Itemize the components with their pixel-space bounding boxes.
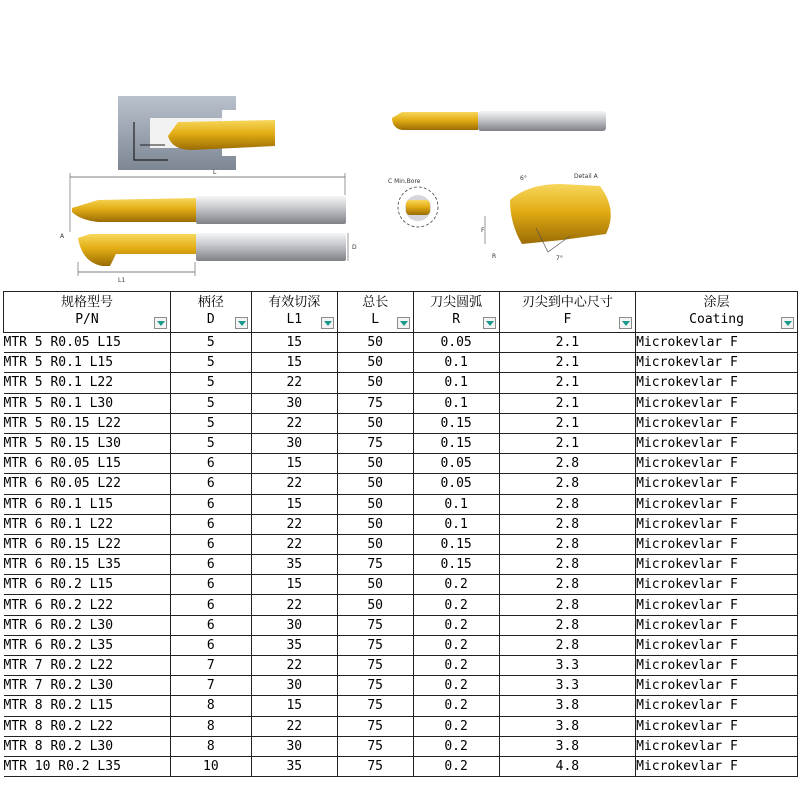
cell-pn: MTR 6 R0.2 L30 — [4, 615, 171, 635]
cell-l1: 30 — [251, 615, 337, 635]
filter-dropdown-icon[interactable] — [619, 317, 632, 329]
spec-table — [3, 291, 798, 777]
cell-f: 2.1 — [499, 413, 636, 433]
cell-r: 0.1 — [413, 514, 499, 534]
table-row — [4, 514, 798, 534]
cell-l: 50 — [337, 514, 413, 534]
cell-l1: 15 — [251, 575, 337, 595]
cell-d: 5 — [170, 353, 251, 373]
cell-r: 0.1 — [413, 393, 499, 413]
cell-pn: MTR 6 R0.2 L15 — [4, 575, 171, 595]
spec-table-header — [4, 292, 798, 333]
cell-l: 75 — [337, 756, 413, 776]
cell-d: 8 — [170, 696, 251, 716]
cell-l: 75 — [337, 433, 413, 453]
cell-f: 2.1 — [499, 433, 636, 453]
cell-coating: Microkevlar F — [636, 696, 798, 716]
cell-coating: Microkevlar F — [636, 756, 798, 776]
filter-dropdown-icon[interactable] — [321, 317, 334, 329]
table-row — [4, 373, 798, 393]
radius-label: R — [492, 253, 497, 260]
cell-r: 0.15 — [413, 534, 499, 554]
cell-r: 0.15 — [413, 555, 499, 575]
cell-f: 2.1 — [499, 353, 636, 373]
cell-coating: Microkevlar F — [636, 635, 798, 655]
detail-a-view — [481, 173, 611, 262]
cell-l1: 22 — [251, 474, 337, 494]
cell-d: 7 — [170, 656, 251, 676]
cell-coating: Microkevlar F — [636, 555, 798, 575]
cell-coating: Microkevlar F — [636, 494, 798, 514]
cell-f: 2.8 — [499, 575, 636, 595]
cell-pn: MTR 5 R0.1 L30 — [4, 393, 171, 413]
table-row — [4, 615, 798, 635]
cell-r: 0.2 — [413, 656, 499, 676]
cell-f: 2.8 — [499, 474, 636, 494]
cell-pn: MTR 6 R0.1 L15 — [4, 494, 171, 514]
cell-f: 2.8 — [499, 635, 636, 655]
cell-l: 50 — [337, 413, 413, 433]
table-row — [4, 433, 798, 453]
cell-l: 50 — [337, 575, 413, 595]
cell-d: 10 — [170, 756, 251, 776]
table-row — [4, 393, 798, 413]
cell-pn: MTR 5 R0.1 L22 — [4, 373, 171, 393]
cell-l: 50 — [337, 494, 413, 514]
filter-dropdown-icon[interactable] — [397, 317, 410, 329]
filter-dropdown-icon[interactable] — [781, 317, 794, 329]
cell-coating: Microkevlar F — [636, 656, 798, 676]
cell-d: 6 — [170, 575, 251, 595]
cell-l: 75 — [337, 393, 413, 413]
cell-coating: Microkevlar F — [636, 353, 798, 373]
table-row — [4, 494, 798, 514]
cell-l: 75 — [337, 696, 413, 716]
cell-coating: Microkevlar F — [636, 373, 798, 393]
cell-f: 3.3 — [499, 676, 636, 696]
cell-l: 75 — [337, 555, 413, 575]
cell-pn: MTR 5 R0.1 L15 — [4, 353, 171, 373]
cell-l: 50 — [337, 474, 413, 494]
table-row — [4, 736, 798, 756]
cell-r: 0.2 — [413, 716, 499, 736]
cell-pn: MTR 6 R0.1 L22 — [4, 514, 171, 534]
cell-coating: Microkevlar F — [636, 676, 798, 696]
cell-r: 0.05 — [413, 454, 499, 474]
cell-d: 6 — [170, 534, 251, 554]
table-row — [4, 454, 798, 474]
filter-dropdown-icon[interactable] — [154, 317, 167, 329]
dim-length-label: L — [213, 169, 217, 176]
cell-coating: Microkevlar F — [636, 534, 798, 554]
cell-l: 50 — [337, 534, 413, 554]
cell-coating: Microkevlar F — [636, 716, 798, 736]
cell-d: 8 — [170, 716, 251, 736]
cell-coating: Microkevlar F — [636, 736, 798, 756]
cell-r: 0.05 — [413, 474, 499, 494]
cell-l1: 22 — [251, 373, 337, 393]
cell-r: 0.15 — [413, 433, 499, 453]
dim-diameter-label: D — [352, 244, 357, 251]
cell-r: 0.1 — [413, 353, 499, 373]
cell-f: 3.8 — [499, 736, 636, 756]
cell-l: 50 — [337, 373, 413, 393]
cell-d: 5 — [170, 413, 251, 433]
cell-r: 0.1 — [413, 373, 499, 393]
header-coating: 涂层 Coating — [636, 292, 798, 333]
cell-l: 50 — [337, 595, 413, 615]
workpiece-section-illustration — [118, 96, 275, 170]
cell-f: 2.8 — [499, 534, 636, 554]
cell-pn: MTR 8 R0.2 L15 — [4, 696, 171, 716]
filter-dropdown-icon[interactable] — [235, 317, 248, 329]
cell-l: 75 — [337, 615, 413, 635]
cell-coating: Microkevlar F — [636, 393, 798, 413]
cell-l: 75 — [337, 635, 413, 655]
cell-l1: 15 — [251, 696, 337, 716]
cell-coating: Microkevlar F — [636, 514, 798, 534]
cell-f: 2.8 — [499, 555, 636, 575]
cell-d: 6 — [170, 615, 251, 635]
cell-d: 6 — [170, 494, 251, 514]
table-row — [4, 756, 798, 776]
cell-f: 2.8 — [499, 454, 636, 474]
cell-pn: MTR 6 R0.15 L35 — [4, 555, 171, 575]
table-row — [4, 696, 798, 716]
cell-r: 0.2 — [413, 575, 499, 595]
cell-l1: 15 — [251, 494, 337, 514]
cell-d: 5 — [170, 333, 251, 353]
cell-d: 5 — [170, 373, 251, 393]
cell-d: 5 — [170, 393, 251, 413]
cell-l: 75 — [337, 736, 413, 756]
cell-pn: MTR 6 R0.2 L35 — [4, 635, 171, 655]
cell-l: 75 — [337, 716, 413, 736]
cell-f: 3.8 — [499, 696, 636, 716]
cell-f: 2.1 — [499, 393, 636, 413]
cell-l1: 22 — [251, 656, 337, 676]
cell-r: 0.2 — [413, 595, 499, 615]
cell-pn: MTR 7 R0.2 L30 — [4, 676, 171, 696]
cell-l1: 30 — [251, 736, 337, 756]
min-bore-end-view — [388, 178, 438, 227]
cell-l1: 35 — [251, 555, 337, 575]
detail-marker-label: A — [60, 233, 65, 240]
cell-r: 0.2 — [413, 635, 499, 655]
cell-r: 0.2 — [413, 756, 499, 776]
header-d: 柄径 D — [170, 292, 251, 333]
cell-f: 2.8 — [499, 494, 636, 514]
cell-l: 50 — [337, 454, 413, 474]
cell-d: 6 — [170, 474, 251, 494]
cell-l: 50 — [337, 353, 413, 373]
spec-table-body — [4, 333, 798, 777]
cell-l1: 15 — [251, 454, 337, 474]
tool-isometric-illustration — [392, 111, 606, 131]
angle-bottom-label: 7° — [556, 255, 563, 262]
cell-pn: MTR 10 R0.2 L35 — [4, 756, 171, 776]
cell-d: 6 — [170, 595, 251, 615]
tool-front-view-illustration — [60, 233, 357, 284]
cell-r: 0.2 — [413, 736, 499, 756]
header-r: 刀尖圆弧 R — [413, 292, 499, 333]
header-f: 刃尖到中心尺寸 F — [499, 292, 636, 333]
cell-l1: 35 — [251, 756, 337, 776]
cell-coating: Microkevlar F — [636, 474, 798, 494]
cell-r: 0.15 — [413, 413, 499, 433]
cell-l1: 22 — [251, 595, 337, 615]
tool-side-view-illustration — [70, 169, 346, 232]
table-row — [4, 656, 798, 676]
cell-f: 4.8 — [499, 756, 636, 776]
cell-pn: MTR 6 R0.05 L15 — [4, 454, 171, 474]
cell-coating: Microkevlar F — [636, 454, 798, 474]
cell-r: 0.1 — [413, 494, 499, 514]
table-row — [4, 676, 798, 696]
cell-pn: MTR 5 R0.15 L30 — [4, 433, 171, 453]
header-l: 总长 L — [337, 292, 413, 333]
cell-l1: 22 — [251, 534, 337, 554]
table-row — [4, 474, 798, 494]
cell-l: 50 — [337, 333, 413, 353]
cell-l: 75 — [337, 656, 413, 676]
header-pn: 规格型号 P/N — [4, 292, 171, 333]
cell-l: 75 — [337, 676, 413, 696]
cell-pn: MTR 6 R0.15 L22 — [4, 534, 171, 554]
dim-l1-label: L1 — [118, 277, 126, 284]
cell-l1: 35 — [251, 635, 337, 655]
cell-f: 2.8 — [499, 615, 636, 635]
table-row — [4, 534, 798, 554]
cell-f: 3.8 — [499, 716, 636, 736]
table-row — [4, 413, 798, 433]
cell-r: 0.2 — [413, 696, 499, 716]
cell-coating: Microkevlar F — [636, 413, 798, 433]
cell-r: 0.2 — [413, 615, 499, 635]
offset-f-label: F — [481, 227, 485, 234]
cell-f: 3.3 — [499, 656, 636, 676]
cell-d: 6 — [170, 555, 251, 575]
cell-f: 2.8 — [499, 595, 636, 615]
cell-l1: 22 — [251, 413, 337, 433]
min-bore-label: C Min.Bore — [388, 178, 421, 185]
cell-coating: Microkevlar F — [636, 615, 798, 635]
detail-a-title: Detail A — [574, 173, 598, 180]
cell-pn: MTR 6 R0.2 L22 — [4, 595, 171, 615]
cell-d: 7 — [170, 676, 251, 696]
cell-r: 0.05 — [413, 333, 499, 353]
table-row — [4, 333, 798, 353]
cell-pn: MTR 8 R0.2 L22 — [4, 716, 171, 736]
cell-coating: Microkevlar F — [636, 433, 798, 453]
cell-coating: Microkevlar F — [636, 333, 798, 353]
cell-l1: 30 — [251, 676, 337, 696]
header-l1: 有效切深 L1 — [251, 292, 337, 333]
cell-r: 0.2 — [413, 676, 499, 696]
angle-top-label: 6° — [520, 175, 527, 182]
cell-coating: Microkevlar F — [636, 575, 798, 595]
table-row — [4, 353, 798, 373]
cell-d: 8 — [170, 736, 251, 756]
table-row — [4, 635, 798, 655]
cell-coating: Microkevlar F — [636, 595, 798, 615]
cell-pn: MTR 8 R0.2 L30 — [4, 736, 171, 756]
table-row — [4, 595, 798, 615]
cell-d: 6 — [170, 635, 251, 655]
cell-f: 2.1 — [499, 373, 636, 393]
cell-l1: 22 — [251, 716, 337, 736]
cell-d: 6 — [170, 454, 251, 474]
cell-f: 2.8 — [499, 514, 636, 534]
cell-l1: 22 — [251, 514, 337, 534]
cell-l1: 15 — [251, 333, 337, 353]
cell-l1: 30 — [251, 433, 337, 453]
cell-pn: MTR 6 R0.05 L22 — [4, 474, 171, 494]
cell-pn: MTR 7 R0.2 L22 — [4, 656, 171, 676]
cell-l1: 15 — [251, 353, 337, 373]
cell-l1: 30 — [251, 393, 337, 413]
cell-pn: MTR 5 R0.15 L22 — [4, 413, 171, 433]
cell-d: 6 — [170, 514, 251, 534]
table-row — [4, 575, 798, 595]
filter-dropdown-icon[interactable] — [483, 317, 496, 329]
cell-pn: MTR 5 R0.05 L15 — [4, 333, 171, 353]
tool-drawings — [0, 0, 800, 290]
table-row — [4, 716, 798, 736]
table-row — [4, 555, 798, 575]
cell-f: 2.1 — [499, 333, 636, 353]
cell-d: 5 — [170, 433, 251, 453]
